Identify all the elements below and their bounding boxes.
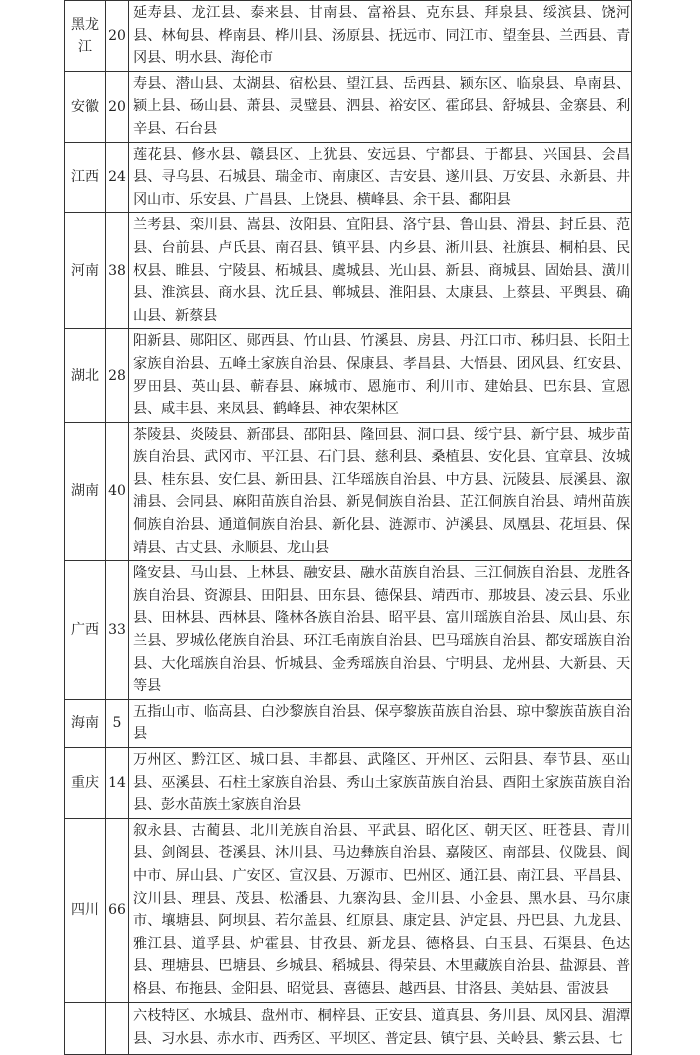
table-row [65,818,632,1002]
table-row [65,213,632,329]
count-cell: 38 [106,213,129,329]
count-cell: 66 [106,818,129,1002]
counties-cell: 万州区、黔江区、城口县、丰都县、武隆区、开州区、云阳县、奉节县、巫山县、巫溪县、石柱土家族自治县、秀山土家族苗族自治县、酉阳土家族苗族自治县、彭水苗族土家族自治县 [129,748,632,819]
count-cell: 20 [106,1,129,72]
table-row [65,71,632,142]
poverty-county-table [64,0,632,1055]
table-row [65,699,632,747]
table-row [65,1,632,72]
table-row [65,329,632,422]
province-cell: 江西 [65,142,106,213]
province-cell: 黑龙江 [65,1,106,72]
count-cell: 20 [106,71,129,142]
counties-cell: 延寿县、龙江县、泰来县、甘南县、富裕县、克东县、拜泉县、绥滨县、饶河县、林甸县、桦南县、桦川县、汤原县、抚远市、同江市、望奎县、兰西县、青冈县、明水县、海伦市 [129,1,632,72]
province-cell: 湖南 [65,422,106,561]
province-cell: 安徽 [65,71,106,142]
counties-cell: 六枝特区、水城县、盘州市、桐梓县、正安县、道真县、务川县、凤冈县、湄潭县、习水县、赤水市、西秀区、平坝区、普定县、镇宁县、关岭县、紫云县、七 [129,1002,632,1054]
counties-cell: 莲花县、修水县、赣县区、上犹县、安远县、宁都县、于都县、兴国县、会昌县、寻乌县、石城县、瑞金市、南康区、吉安县、遂川县、万安县、永新县、井冈山市、乐安县、广昌县、上饶县、横峰县、余干县、鄱阳县 [129,142,632,213]
province-cell: 河南 [65,213,106,329]
province-cell: 广西 [65,561,106,700]
counties-cell: 兰考县、栾川县、嵩县、汝阳县、宜阳县、洛宁县、鲁山县、滑县、封丘县、范县、台前县、卢氏县、南召县、镇平县、内乡县、淅川县、社旗县、桐柏县、民权县、睢县、宁陵县、柘城县、虞城县、光山县、新县、商城县、固始县、潢川县、淮滨县、商水县、沈丘县、郸城县、淮阳县、太康县、上蔡县、平舆县、确山县、新蔡县 [129,213,632,329]
count-cell: 24 [106,142,129,213]
table-row [65,422,632,561]
count-cell: 33 [106,561,129,700]
province-cell: 四川 [65,818,106,1002]
table-row [65,748,632,819]
counties-cell: 寿县、潜山县、太湖县、宿松县、望江县、岳西县、颍东区、临泉县、阜南县、颍上县、砀山县、萧县、灵璧县、泗县、裕安区、霍邱县、舒城县、金寨县、利辛县、石台县 [129,71,632,142]
count-cell: 40 [106,422,129,561]
table-row [65,1002,632,1054]
count-cell: 5 [106,699,129,747]
province-cell: 海南 [65,699,106,747]
province-cell [65,1002,106,1054]
counties-cell: 五指山市、临高县、白沙黎族自治县、保亭黎族苗族自治县、琼中黎族苗族自治县 [129,699,632,747]
province-cell: 湖北 [65,329,106,422]
counties-cell: 阳新县、郧阳区、郧西县、竹山县、竹溪县、房县、丹江口市、秭归县、长阳土家族自治县、五峰土家族自治县、保康县、孝昌县、大悟县、团风县、红安县、罗田县、英山县、蕲春县、麻城市、恩施市、利川市、建始县、巴东县、宣恩县、咸丰县、来凤县、鹤峰县、神农架林区 [129,329,632,422]
counties-cell: 茶陵县、炎陵县、新邵县、邵阳县、隆回县、洞口县、绥宁县、新宁县、城步苗族自治县、武冈市、平江县、石门县、慈利县、桑植县、安化县、宜章县、汝城县、桂东县、安仁县、新田县、江华瑶族自治县、中方县、沅陵县、辰溪县、溆浦县、会同县、麻阳苗族自治县、新晃侗族自治县、芷江侗族自治县、靖州苗族侗族自治县、通道侗族自治县、新化县、涟源市、泸溪县、凤凰县、花垣县、保靖县、古丈县、永顺县、龙山县 [129,422,632,561]
counties-cell: 叙永县、古蔺县、北川羌族自治县、平武县、昭化区、朝天区、旺苍县、青川县、剑阁县、苍溪县、沐川县、马边彝族自治县、嘉陵区、南部县、仪陇县、阆中市、屏山县、广安区、宣汉县、万源市、巴州区、通江县、南江县、平昌县、汶川县、理县、茂县、松潘县、九寨沟县、金川县、小金县、黑水县、马尔康市、壤塘县、阿坝县、若尔盖县、红原县、康定县、泸定县、丹巴县、九龙县、雅江县、道孚县、炉霍县、甘孜县、新龙县、德格县、白玉县、石渠县、色达县、理塘县、巴塘县、乡城县、稻城县、得荣县、木里藏族自治县、盐源县、普格县、布拖县、金阳县、昭觉县、喜德县、越西县、甘洛县、美姑县、雷波县 [129,818,632,1002]
count-cell: 14 [106,748,129,819]
table-row [65,142,632,213]
counties-cell: 隆安县、马山县、上林县、融安县、融水苗族自治县、三江侗族自治县、龙胜各族自治县、资源县、田阳县、田东县、德保县、靖西市、那坡县、凌云县、乐业县、田林县、西林县、隆林各族自治县、昭平县、富川瑶族自治县、凤山县、东兰县、罗城仫佬族自治县、环江毛南族自治县、巴马瑶族自治县、都安瑶族自治县、大化瑶族自治县、忻城县、金秀瑶族自治县、宁明县、龙州县、大新县、天等县 [129,561,632,700]
table-row [65,561,632,700]
province-cell: 重庆 [65,748,106,819]
count-cell: 28 [106,329,129,422]
count-cell [106,1002,129,1054]
